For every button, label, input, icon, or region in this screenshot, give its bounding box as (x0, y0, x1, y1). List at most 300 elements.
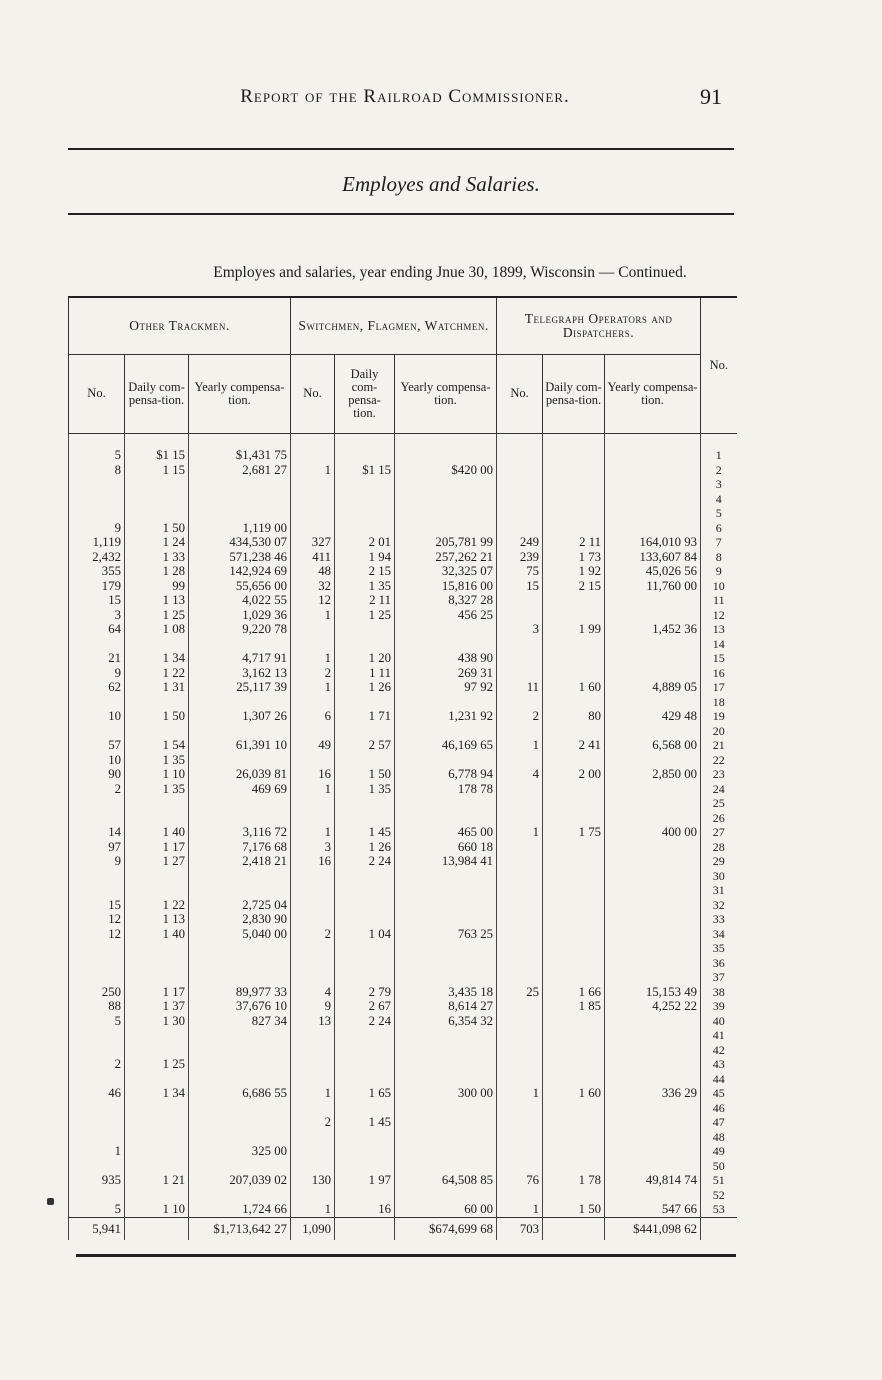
line-number-header: No. (701, 297, 737, 434)
table-cell: 80 (543, 709, 605, 724)
table-cell (125, 1043, 189, 1058)
table-cell: 1 (291, 651, 335, 666)
table-row (69, 709, 737, 724)
table-cell: 26,039 81 (189, 767, 291, 782)
table-cell (605, 1144, 701, 1159)
group-telegraph: Telegraph Operators and Dispatchers. (497, 297, 701, 355)
table-cell (497, 463, 543, 478)
table-cell (543, 927, 605, 942)
table-cell (69, 1043, 125, 1058)
table-cell (291, 941, 335, 956)
table-cell: 2 15 (543, 579, 605, 594)
table-cell (125, 492, 189, 507)
table-cell: 1 (291, 608, 335, 623)
table-cell (335, 956, 395, 971)
table-cell: 1 (69, 1144, 125, 1159)
table-cell (189, 970, 291, 985)
table-cell (291, 492, 335, 507)
table-cell (543, 1101, 605, 1116)
col-daily-switchmen: Daily com-pensa-tion. (335, 355, 395, 434)
table-cell: $1,431 75 (189, 434, 291, 463)
line-number-cell: 38 (701, 985, 737, 1000)
table-cell (497, 651, 543, 666)
table-cell (605, 593, 701, 608)
table-cell (69, 1072, 125, 1087)
table-cell (543, 869, 605, 884)
line-number-cell: 44 (701, 1072, 737, 1087)
table-cell: 207,039 02 (189, 1173, 291, 1188)
table-cell (497, 695, 543, 710)
table-cell: 4,717 91 (189, 651, 291, 666)
table-cell (189, 695, 291, 710)
table-cell (69, 1130, 125, 1145)
table-cell: 76 (497, 1173, 543, 1188)
table-cell: 6,568 00 (605, 738, 701, 753)
line-number-cell: 18 (701, 695, 737, 710)
table-cell (335, 941, 395, 956)
table-cell (291, 796, 335, 811)
table-row (69, 651, 737, 666)
table-cell (543, 1072, 605, 1087)
table-cell (605, 666, 701, 681)
line-number-cell: 48 (701, 1130, 737, 1145)
table-cell: 1,724 66 (189, 1202, 291, 1217)
table-cell (605, 854, 701, 869)
table-cell (497, 854, 543, 869)
table-cell (291, 434, 335, 463)
table-cell: 2 15 (335, 564, 395, 579)
table-cell: $420 00 (395, 463, 497, 478)
table-cell: 8,327 28 (395, 593, 497, 608)
salary-table (68, 296, 737, 1240)
table-cell (189, 477, 291, 492)
table-cell (605, 753, 701, 768)
table-cell (395, 970, 497, 985)
line-number-cell: 26 (701, 811, 737, 826)
table-cell (497, 1115, 543, 1130)
table-cell (605, 796, 701, 811)
table-cell (291, 477, 335, 492)
table-cell: 3,116 72 (189, 825, 291, 840)
table-cell (291, 1057, 335, 1072)
table-cell: 1 13 (125, 593, 189, 608)
table-cell (605, 1130, 701, 1145)
table-cell (69, 506, 125, 521)
table-cell (395, 1043, 497, 1058)
table-cell (605, 970, 701, 985)
table-cell: 46,169 65 (395, 738, 497, 753)
table-cell (605, 724, 701, 739)
total-cell: 5,941 (69, 1217, 125, 1240)
table-cell: 15 (497, 579, 543, 594)
table-cell (605, 695, 701, 710)
table-row (69, 506, 737, 521)
line-number-cell: 27 (701, 825, 737, 840)
line-number-cell: 42 (701, 1043, 737, 1058)
table-cell (69, 637, 125, 652)
line-number-cell: 39 (701, 999, 737, 1014)
table-cell (291, 1188, 335, 1203)
table-cell (69, 811, 125, 826)
line-number-cell: 8 (701, 550, 737, 565)
table-cell: 49,814 74 (605, 1173, 701, 1188)
table-cell: 6,686 55 (189, 1086, 291, 1101)
table-cell: 2 (69, 1057, 125, 1072)
table-cell: 239 (497, 550, 543, 565)
table-cell (125, 1101, 189, 1116)
line-number-cell: 20 (701, 724, 737, 739)
line-number-cell: 43 (701, 1057, 737, 1072)
table-cell (335, 883, 395, 898)
table-cell: 13 (291, 1014, 335, 1029)
table-cell: 1 45 (335, 1115, 395, 1130)
line-number-cell: 30 (701, 869, 737, 884)
table-cell (125, 811, 189, 826)
table-cell: 2,681 27 (189, 463, 291, 478)
table-cell: 1 (497, 738, 543, 753)
table-cell (395, 869, 497, 884)
table-cell (605, 898, 701, 913)
table-cell (335, 1057, 395, 1072)
line-number-cell: 46 (701, 1101, 737, 1116)
table-cell: $1 15 (125, 434, 189, 463)
table-cell (497, 637, 543, 652)
table-cell: 1 65 (335, 1086, 395, 1101)
table-cell: 2,432 (69, 550, 125, 565)
table-row (69, 738, 737, 753)
table-cell (335, 622, 395, 637)
total-cell: $1,713,642 27 (189, 1217, 291, 1240)
salary-table-wrap (68, 296, 736, 1240)
table-cell (291, 506, 335, 521)
table-cell (543, 912, 605, 927)
table-cell: 1 20 (335, 651, 395, 666)
table-cell (543, 970, 605, 985)
table-cell (335, 1101, 395, 1116)
table-cell: 88 (69, 999, 125, 1014)
table-cell: 1 54 (125, 738, 189, 753)
table-cell: 1 45 (335, 825, 395, 840)
table-cell: 1 33 (125, 550, 189, 565)
line-number-cell: 21 (701, 738, 737, 753)
table-cell (395, 622, 497, 637)
table-cell: 1 (291, 782, 335, 797)
table-cell (605, 912, 701, 927)
table-cell (69, 1115, 125, 1130)
table-cell (125, 477, 189, 492)
table-cell (543, 811, 605, 826)
table-cell (189, 883, 291, 898)
table-cell: 10 (69, 753, 125, 768)
table-cell (291, 1130, 335, 1145)
table-cell (497, 1043, 543, 1058)
table-row (69, 695, 737, 710)
table-cell (497, 434, 543, 463)
table-cell: 62 (69, 680, 125, 695)
table-cell: 2 (69, 782, 125, 797)
table-cell (497, 898, 543, 913)
table-cell (291, 1072, 335, 1087)
table-cell (543, 1115, 605, 1130)
table-cell (335, 912, 395, 927)
table-cell (125, 637, 189, 652)
table-cell (125, 695, 189, 710)
table-cell: 434,530 07 (189, 535, 291, 550)
table-cell (291, 811, 335, 826)
table-cell (335, 811, 395, 826)
table-cell: 64,508 85 (395, 1173, 497, 1188)
table-cell: 15 (69, 898, 125, 913)
table-cell: 1 22 (125, 898, 189, 913)
table-cell: 32,325 07 (395, 564, 497, 579)
table-cell (543, 666, 605, 681)
table-cell: 1 (497, 1202, 543, 1217)
table-cell (543, 796, 605, 811)
table-cell: 99 (125, 579, 189, 594)
table-cell (497, 1144, 543, 1159)
table-cell: 1 40 (125, 927, 189, 942)
table-cell: 438 90 (395, 651, 497, 666)
table-cell (291, 1144, 335, 1159)
table-cell (125, 724, 189, 739)
table-cell (543, 637, 605, 652)
total-cell: 1,090 (291, 1217, 335, 1240)
col-daily-trackmen: Daily com-pensa-tion. (125, 355, 189, 434)
table-cell: 1 26 (335, 680, 395, 695)
table-row (69, 1086, 737, 1101)
table-cell: 21 (69, 651, 125, 666)
table-cell: 249 (497, 535, 543, 550)
table-row (69, 912, 737, 927)
table-cell: 130 (291, 1173, 335, 1188)
table-cell (189, 811, 291, 826)
table-cell: 2 (291, 1115, 335, 1130)
table-cell (125, 506, 189, 521)
table-cell (497, 724, 543, 739)
table-cell (543, 506, 605, 521)
table-cell: 2,850 00 (605, 767, 701, 782)
table-caption: Employes and salaries, year ending Jnue 30, 1899, Wisconsin — Continued. (213, 264, 687, 281)
table-cell: 1 30 (125, 1014, 189, 1029)
table-cell (291, 753, 335, 768)
table-cell: 1 27 (125, 854, 189, 869)
table-row (69, 898, 737, 913)
line-number-cell: 13 (701, 622, 737, 637)
table-cell (69, 970, 125, 985)
table-cell (291, 1028, 335, 1043)
table-row (69, 622, 737, 637)
total-cell: 703 (497, 1217, 543, 1240)
table-row (69, 680, 737, 695)
table-cell: 2 41 (543, 738, 605, 753)
table-cell (395, 1130, 497, 1145)
table-cell (543, 1188, 605, 1203)
line-number-cell: 45 (701, 1086, 737, 1101)
table-cell: 1 31 (125, 680, 189, 695)
table-cell (335, 724, 395, 739)
table-cell (291, 912, 335, 927)
table-cell (605, 1072, 701, 1087)
table-cell: 12 (69, 912, 125, 927)
table-cell: 429 48 (605, 709, 701, 724)
table-cell: 12 (69, 927, 125, 942)
table-row (69, 753, 737, 768)
col-no-switchmen: No. (291, 355, 335, 434)
table-cell (125, 1188, 189, 1203)
table-cell (497, 1028, 543, 1043)
table-cell (291, 956, 335, 971)
top-rule (68, 148, 734, 150)
col-no-trackmen: No. (69, 355, 125, 434)
table-cell: 75 (497, 564, 543, 579)
table-row (69, 1072, 737, 1087)
table-cell (69, 695, 125, 710)
table-cell: 133,607 84 (605, 550, 701, 565)
table-cell: 1,119 00 (189, 521, 291, 536)
table-cell (69, 796, 125, 811)
table-cell: 9,220 78 (189, 622, 291, 637)
table-row (69, 1043, 737, 1058)
table-cell (497, 608, 543, 623)
table-cell (605, 1043, 701, 1058)
table-cell (605, 506, 701, 521)
section-title: Employes and Salaries. (342, 172, 540, 196)
col-daily-telegraph: Daily com-pensa-tion. (543, 355, 605, 434)
table-cell: 300 00 (395, 1086, 497, 1101)
table-row (69, 767, 737, 782)
line-number-cell: 14 (701, 637, 737, 652)
table-cell: 1 50 (125, 521, 189, 536)
table-cell: 55,656 00 (189, 579, 291, 594)
table-cell (69, 477, 125, 492)
table-row (69, 521, 737, 536)
table-cell (605, 941, 701, 956)
table-cell (335, 434, 395, 463)
table-cell (395, 477, 497, 492)
table-cell: 7,176 68 (189, 840, 291, 855)
table-cell (125, 941, 189, 956)
table-cell (291, 622, 335, 637)
table-cell: 14 (69, 825, 125, 840)
table-cell (189, 1188, 291, 1203)
table-row (69, 434, 737, 463)
table-cell: 1 40 (125, 825, 189, 840)
table-cell (291, 695, 335, 710)
table-cell: 2 11 (543, 535, 605, 550)
table-cell (395, 956, 497, 971)
table-cell: 179 (69, 579, 125, 594)
table-cell (395, 796, 497, 811)
table-cell: $1 15 (335, 463, 395, 478)
table-cell (543, 753, 605, 768)
table-cell (605, 521, 701, 536)
table-cell: 1 25 (125, 1057, 189, 1072)
table-cell (69, 1028, 125, 1043)
table-cell (395, 883, 497, 898)
table-row (69, 1057, 737, 1072)
table-cell: 465 00 (395, 825, 497, 840)
table-row (69, 941, 737, 956)
line-number-cell: 25 (701, 796, 737, 811)
line-number-cell: 12 (701, 608, 737, 623)
table-cell (125, 1144, 189, 1159)
table-cell: 97 92 (395, 680, 497, 695)
table-cell (605, 608, 701, 623)
table-cell (189, 492, 291, 507)
line-number-cell: 22 (701, 753, 737, 768)
table-cell: 1 50 (335, 767, 395, 782)
table-cell (543, 463, 605, 478)
table-cell (497, 521, 543, 536)
table-cell: 4,252 22 (605, 999, 701, 1014)
table-cell (543, 593, 605, 608)
table-cell: 1 60 (543, 1086, 605, 1101)
table-cell: 164,010 93 (605, 535, 701, 550)
table-cell (395, 506, 497, 521)
table-cell (605, 811, 701, 826)
line-number-cell: 47 (701, 1115, 737, 1130)
table-cell (189, 956, 291, 971)
table-cell: 660 18 (395, 840, 497, 855)
table-cell: 1 (291, 463, 335, 478)
table-cell: 61,391 10 (189, 738, 291, 753)
table-cell (497, 811, 543, 826)
col-yearly-telegraph: Yearly compensa-tion. (605, 355, 701, 434)
table-cell: 57 (69, 738, 125, 753)
table-cell: 1 (497, 1086, 543, 1101)
table-cell (335, 1130, 395, 1145)
table-cell: 8 (69, 463, 125, 478)
table-cell (335, 869, 395, 884)
table-cell (497, 1057, 543, 1072)
col-yearly-trackmen: Yearly compensa-tion. (189, 355, 291, 434)
table-cell: 16 (335, 1202, 395, 1217)
table-row (69, 999, 737, 1014)
table-cell: 2,418 21 (189, 854, 291, 869)
line-number-cell: 11 (701, 593, 737, 608)
table-cell (69, 1159, 125, 1174)
table-cell: 5,040 00 (189, 927, 291, 942)
line-number-cell: 33 (701, 912, 737, 927)
table-cell: 8,614 27 (395, 999, 497, 1014)
table-cell: 1 (291, 1202, 335, 1217)
table-cell: 1 21 (125, 1173, 189, 1188)
table-row (69, 666, 737, 681)
table-cell (395, 1159, 497, 1174)
table-cell: 763 25 (395, 927, 497, 942)
table-cell: 1 99 (543, 622, 605, 637)
table-row (69, 825, 737, 840)
table-cell (395, 811, 497, 826)
table-cell (125, 1130, 189, 1145)
line-number-cell: 53 (701, 1202, 737, 1217)
table-cell: 1 78 (543, 1173, 605, 1188)
table-cell (395, 521, 497, 536)
line-number-cell: 16 (701, 666, 737, 681)
table-cell (497, 593, 543, 608)
table-cell: 1 75 (543, 825, 605, 840)
table-cell (189, 637, 291, 652)
table-row (69, 477, 737, 492)
table-cell: 2 11 (335, 593, 395, 608)
table-cell (497, 941, 543, 956)
table-cell: 48 (291, 564, 335, 579)
table-cell (125, 1072, 189, 1087)
table-cell (497, 477, 543, 492)
table-cell (543, 695, 605, 710)
table-row (69, 956, 737, 971)
line-number-cell: 49 (701, 1144, 737, 1159)
